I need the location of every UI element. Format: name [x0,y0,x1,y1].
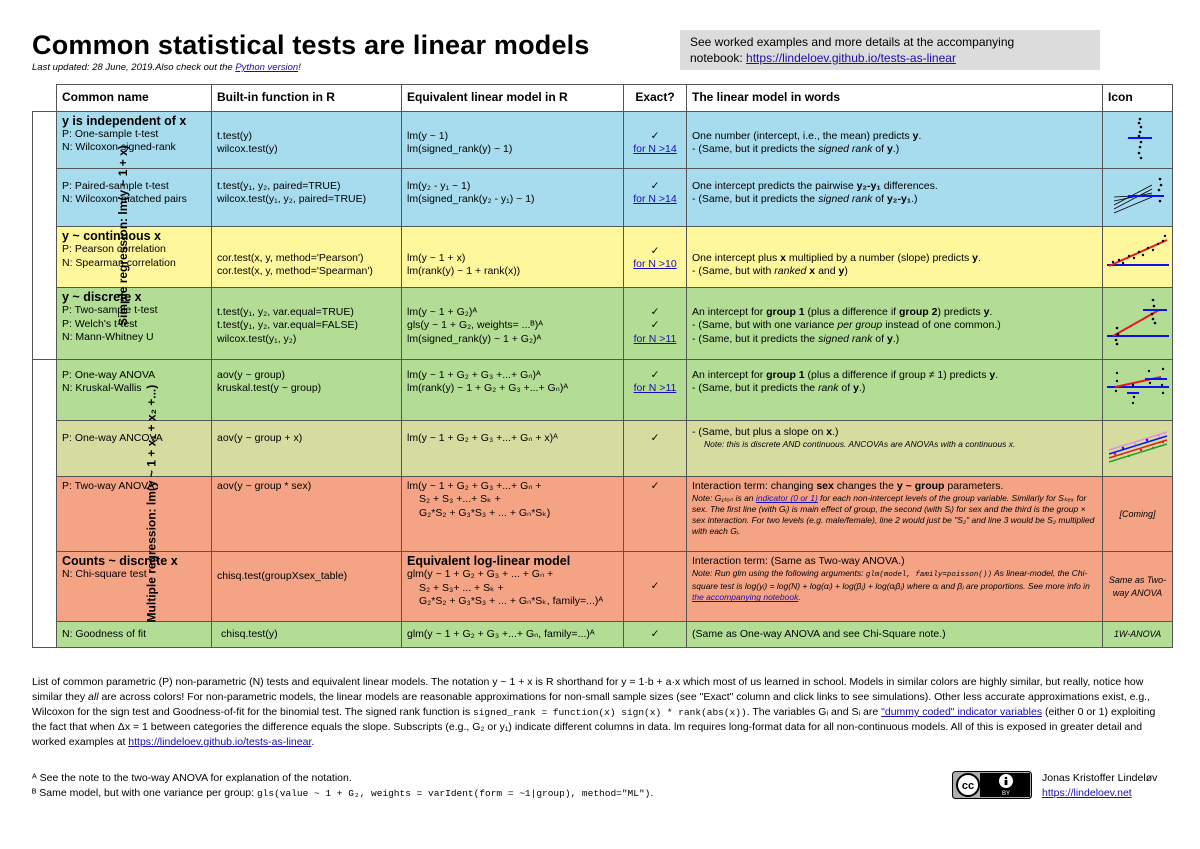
exact-cell [624,477,687,552]
words-text: . [989,306,993,319]
function-cell [212,288,402,360]
notebook-link[interactable]: https://lindeloev.github.io/tests-as-linear [746,51,956,65]
note-line: See worked examples and more details at the accompanying [690,35,1015,49]
linear-model: lm(y ~ 1 + G₂ + G₃ +...+ Gₙ + [407,480,542,493]
footnote-b [32,786,653,801]
exact-cell [624,421,687,477]
words-text: instead of one common.) [882,319,1001,332]
r-function: aov(y ~ group) [217,369,285,382]
model-cell [402,227,624,288]
tests-as-linear-link[interactable]: https://lindeloev.github.io/tests-as-linear [128,736,312,748]
icon-cell [1103,112,1173,169]
check-icon: ✓ [650,628,660,641]
test-name: P: Welch's t-test [62,317,138,330]
exact-cell [624,112,687,169]
function-cell [212,622,402,648]
signed-rank-code: signed_rank = function(x) sign(x) * rank(abs(x)) [473,707,747,718]
function-cell [212,421,402,477]
words-cell [687,112,1103,169]
r-function: kruskal.test(y ~ group) [217,382,322,395]
note-text: As linear-model, the Chi-square test is log(yᵢ) = log(N) + log(αᵢ) + log(βⱼ) + log(αᵢβⱼ) where αᵢ and βⱼ are proportions. See more info in [692,568,1090,592]
gls-code: gls(value ~ 1 + G₂, weights = varIdent(form = ~1|group), method="ML") [256,788,651,799]
linear-model: S₂ + S₃ +...+ Sₖ + [419,493,501,506]
words-text: - (Same, but with one variance [692,319,838,332]
r-function: t.test(y₁, y₂, var.equal=FALSE) [217,319,358,332]
table-row [33,288,1173,360]
r-function: aov(y ~ group * sex) [217,480,312,493]
exact-cell [624,288,687,360]
check-icon: ✓ [650,432,660,445]
author-block [1042,771,1157,801]
check-icon: ✓ [650,480,660,493]
header-row [33,85,1173,112]
words-text: One intercept plus [692,252,781,265]
col-words: The linear model in words [687,85,1103,112]
words-text: An intercept for [692,306,767,319]
words-text: One number (intercept, i.e., the mean) predicts [692,130,913,142]
two-sample-plot-icon [1105,292,1171,352]
table-row [33,360,1173,421]
table-row [33,421,1173,477]
words-text: - (Same, but it predicts the [692,143,819,156]
col-common-name: Common name [57,85,212,112]
same-as-label: Same as Two-way ANOVA [1108,574,1167,598]
words-cell [687,288,1103,360]
row-heading: y ~ continuous x [62,229,161,244]
footer-text: List of common parametric (P) non-parametric (N) tests and equivalent linear models. The notation y ~ 1 + x is R shorthand for y = 1·b + a·x which most of us learned in school. Models in similar colors are highly similar, but really, notice how similar they [32,676,1144,703]
words-text: Interaction term: (Same as Two-way ANOVA.) [692,555,905,568]
linear-model: lm(y ~ 1 + G₂)ᴬ [407,306,478,319]
check-icon: ✓ [650,180,660,193]
one-sample-plot-icon [1108,113,1168,163]
r-function: chisq.test(groupXsex_table) [217,570,348,583]
section-label: Multiple regression: lm(y ~ 1 + x₁ + x₂ +...) [144,384,159,623]
exact-cell [624,360,687,421]
col-builtin-function: Built-in function in R [212,85,402,112]
exact-cell [624,552,687,622]
icon-cell [1103,169,1173,227]
col-exact: Exact? [624,85,687,112]
r-function: aov(y ~ group + x) [217,432,303,445]
correlation-plot-icon [1105,232,1171,278]
paired-sample-plot-icon [1108,171,1168,221]
model-cell [402,477,624,552]
function-cell [212,477,402,552]
footer-text: . The variables Gᵢ and Sᵢ are [746,706,882,718]
words-cell [687,622,1103,648]
name-cell [57,421,212,477]
words-text: (plus a difference if group ≠ 1) predicts [804,369,990,382]
words-text: signed rank [818,193,873,206]
words-text: One intercept predicts the pairwise [692,180,857,193]
exact-cell [624,169,687,227]
linear-model: lm(y ~ 1 + G₂ + G₃ +...+ Gₙ)ᴬ [407,369,541,382]
anova-plot-icon [1105,363,1171,413]
words-text: .) [911,193,918,206]
function-cell [212,169,402,227]
icon-cell [1103,288,1173,360]
words-text: y [838,265,845,278]
test-name: N: Kruskal-Wallis [62,382,142,395]
dummy-coded-link[interactable]: "dummy coded" indicator variables [881,706,1043,718]
col-linear-model: Equivalent linear model in R [402,85,624,112]
words-text: rank [818,382,839,395]
oneway-anova-label: 1W-ANOVA [1113,629,1162,640]
icon-cell [1103,227,1173,288]
words-text: x [826,426,833,439]
cc-by-license-icon[interactable] [952,771,1032,799]
words-text: y ~ group [896,480,945,493]
test-name: N: Wilcoxon matched pairs [62,193,187,206]
coming-label: [Coming] [1119,508,1156,519]
footer-description [32,675,1172,750]
linear-model: lm(y₂ - y₁ ~ 1) [407,180,471,193]
words-cell [687,227,1103,288]
updated-text: Last updated: 28 June, 2019.Also check out the [32,62,236,73]
name-cell [57,622,212,648]
words-cell [687,360,1103,421]
r-function: t.test(y) [217,130,253,142]
test-name: P: Two-sample t-test [62,304,158,317]
section-label: Simple regression: lm(y ~ 1 + x) [115,144,130,326]
note-code: glm(model, family=poisson()) [865,571,992,580]
footnotes [32,771,653,801]
words-text: y [886,332,893,345]
author-name: Jonas Kristoffer Lindeløv [1042,772,1158,784]
name-cell [57,227,212,288]
table-row [33,227,1173,288]
r-function: wilcox.test(y₁, y₂) [217,332,297,345]
words-text: x [780,252,786,265]
model-cell [402,112,624,169]
footer-text: . [311,736,315,748]
test-name: N: Wilcoxon signed-rank [62,141,176,154]
words-text: - (Same, but it predicts the [692,382,819,395]
name-cell [57,288,212,360]
note-text: Note: G₁ₜₒₙ is an [692,493,756,504]
words-text: .) [892,143,900,156]
r-function: t.test(y₁, y₂, var.equal=TRUE) [217,306,354,319]
words-text: . [918,130,922,142]
words-text: ranked [774,265,807,278]
test-name: N: Mann-Whitney U [62,330,154,343]
check-icon: ✓ [650,580,660,593]
function-cell [212,552,402,622]
footnote-text: . [650,787,654,799]
model-cell [402,169,624,227]
table-row [33,622,1173,648]
icon-cell [1103,360,1173,421]
r-function: wilcox.test(y) [217,143,278,156]
test-name: P: Paired-sample t-test [62,180,169,193]
test-name: P: Pearson correlation [62,243,166,256]
linear-model: glm(y ~ 1 + G₂ + G₃ + ... + Gₙ + [407,568,554,581]
words-text: of [872,332,887,345]
model-cell [402,360,624,421]
note-text: for each non-intercept levels of the group variable. Similarly for Sₖₑₓ for sex. The first line (with Gᵢ) is main effect of group, the second (with Sᵢ) for sex and the third is the group × sex interaction. For two levels (e.g. male/female), line 2 would just be "S₂" and line 3 would be S₂ multiplied with each Gᵢ. [692,493,1095,537]
check-icon: ✓ [650,319,660,332]
name-cell [57,360,212,421]
test-name: N: Chi-square test [62,568,147,581]
test-name: P: One-way ANCOVA [62,432,163,445]
page-title: Common statistical tests are linear models [32,30,590,60]
exact-cell [624,622,687,648]
by-label: BY [1001,791,1011,797]
linear-model: lm(y ~ 1) [407,130,449,142]
words-text: (Same as One-way ANOVA and see Chi-Square note.) [692,628,946,641]
words-text: - (Same, but plus a slope on [692,426,827,439]
footer-text: (either 0 or 1) exploiting the fact that when Δx = 1 between categories the difference equals the slope. Subscripts (e.g., G₂ or y₁) indicate different columns in data. lm requires long-format data for all non-continuous models. All of this is exposed in greater detail and worked examples at [32,706,1156,748]
words-text: of [872,193,887,206]
words-text: - (Same, but with [692,265,775,278]
words-text: Interaction term: changing [692,480,817,493]
words-text: - (Same, but it predicts the [692,193,819,206]
words-text: . [978,252,981,265]
name-cell [57,169,212,227]
col-icon: Icon [1103,85,1173,112]
row-heading: y ~ discrete x [62,290,142,305]
footnote-a: ᴬ See the note to the two-way ANOVA for explanation of the notation. [32,772,352,784]
r-function: cor.test(x, y, method='Pearson') [217,252,364,265]
linear-model: glm(y ~ 1 + G₂ + G₃ +...+ Gₙ, family=...)ᴬ [407,628,595,641]
icon-cell [1103,552,1173,622]
linear-model: lm(y ~ 1 + x) [407,252,466,265]
table-row [33,169,1173,227]
note-text: Note: Run glm using the following arguments: [692,568,866,579]
updated-suffix: ! [298,62,301,73]
simulation-link[interactable]: for N >11 [633,332,677,345]
cc-label: cc [961,780,975,792]
words-text: parameters. [944,480,1004,493]
check-icon: ✓ [650,369,660,382]
author-website-link[interactable]: https://lindeloev.net [1042,787,1132,799]
linear-model: lm(rank(y) ~ 1 + rank(x)) [407,265,521,278]
python-version-link[interactable]: Python version [235,62,299,73]
notebook-note [680,30,1100,70]
model-cell [402,622,624,648]
words-cell [687,421,1103,477]
words-text: group 1 [766,369,805,382]
words-text: changes the [833,480,897,493]
row-heading: Equivalent log-linear model [407,554,571,569]
check-icon: ✓ [650,130,660,142]
last-updated [32,62,301,73]
function-cell [212,227,402,288]
test-name: P: One-sample t-test [62,128,159,141]
words-text: .) [858,382,866,395]
simulation-link[interactable]: for N >11 [633,382,677,395]
model-cell [402,421,624,477]
footer-text: are across colors! For non-parametric models, the linear models are reasonable approximations for non-small sample sizes (see "Exact" column and click links to see simulations). Other less accurate approximations exist, e.g., Wilcoxon for the sign test and Goodness-of-fit for the binomial test. The signed rank function is [32,691,1151,718]
linear-model: lm(signed_rank(y₂ - y₁) ~ 1) [407,193,535,206]
linear-model: lm(signed_rank(y) ~ 1) [407,143,513,156]
table-row [33,112,1173,169]
linear-model: gls(y ~ 1 + G₂, weights= ...ᴮ)ᴬ [407,319,544,332]
r-function: chisq.test(y) [221,628,278,641]
words-text: . [995,369,999,382]
ancova-plot-icon [1105,424,1171,470]
test-name: N: Spearman correlation [62,256,176,269]
words-cell [687,552,1103,622]
function-cell [212,112,402,169]
tests-table [32,84,1173,648]
test-name: N: Goodness of fit [62,628,147,641]
table-row [33,552,1173,622]
words-text: group 1 [766,306,805,319]
words-text: x [806,265,816,278]
linear-model: S₂ + S₃+ ... + Sₖ + [419,581,504,594]
words-text: ) [844,265,848,278]
words-text: of [838,382,854,395]
linear-model: G₂*S₂ + G₃*S₃ + ... + Gₙ*Sₖ, family=...)ᴬ [419,594,604,607]
r-function: cor.test(x, y, method='Spearman') [217,265,373,278]
words-text: and [815,265,839,278]
linear-model: lm(signed_rank(y) ~ 1 + G₂)ᴬ [407,332,542,345]
test-name: P: Two-way ANOVA [62,480,155,493]
note-prefix: notebook: [690,51,747,65]
words-text: .) [892,332,900,345]
name-cell [57,552,212,622]
corner-cell [33,85,57,112]
words-text: multiplied by a number (slope) predicts [785,252,973,265]
exact-cell [624,227,687,288]
words-text: y [886,143,893,156]
note-text: . [798,592,801,603]
linear-model: lm(y ~ 1 + G₂ + G₃ +...+ Gₙ + x)ᴬ [407,432,558,445]
row-heading: Counts ~ discrete x [62,554,178,569]
row-heading: y is independent of x [62,114,187,128]
ancova-note: Note: this is discrete AND continuous. ANCOVAs are ANOVAs with a continuous x. [704,439,1016,450]
name-cell [57,477,212,552]
check-icon: ✓ [650,245,660,258]
words-text: differences. [880,180,938,193]
name-cell [57,112,212,169]
words-text: signed rank [818,332,873,345]
words-text: signed rank [818,143,873,156]
words-text: y [983,306,990,319]
linear-model: G₂*S₂ + G₃*S₃ + ... + Gₙ*Sₖ) [419,506,551,519]
icon-cell [1103,421,1173,477]
words-text: y₂-y₁ [886,193,912,206]
words-text: - (Same, but it predicts the [692,332,819,345]
footnote-text: ᴮ Same model, but with one variance per group: [32,787,257,799]
linear-model: lm(rank(y) ~ 1 + G₂ + G₃ +...+ Gₙ)ᴬ [407,382,569,395]
table-row [33,477,1173,552]
model-cell [402,288,624,360]
simulation-link[interactable]: for N >14 [633,143,677,156]
words-text: y [912,130,919,142]
words-text: y [972,252,978,265]
icon-cell [1103,477,1173,552]
words-text: per group [837,319,883,332]
words-text: (plus a difference if [804,306,899,319]
words-text: .) [832,426,839,439]
r-function: t.test(y₁, y₂, paired=TRUE) [217,180,341,193]
words-text: An intercept for [692,369,767,382]
words-text: y [853,382,859,395]
icon-cell [1103,622,1173,648]
simulation-link[interactable]: for N >14 [633,193,677,206]
words-text: sex [816,480,834,493]
words-text: y [989,369,996,382]
accompanying-notebook-link[interactable]: the accompanying notebook [692,592,799,603]
words-cell [687,477,1103,552]
test-name: P: One-way ANOVA [62,369,156,382]
words-text: group 2 [898,306,938,319]
words-text: of [872,143,887,156]
footer-text: all [88,691,99,703]
function-cell [212,360,402,421]
words-text: y₂-y₁ [856,180,881,193]
words-cell [687,169,1103,227]
simulation-link[interactable]: for N >10 [633,258,677,271]
model-cell [402,552,624,622]
words-text: ) predicts [937,306,984,319]
indicator-link[interactable]: indicator (0 or 1) [755,493,818,504]
check-icon: ✓ [650,306,660,319]
r-function: wilcox.test(y₁, y₂, paired=TRUE) [217,193,367,206]
